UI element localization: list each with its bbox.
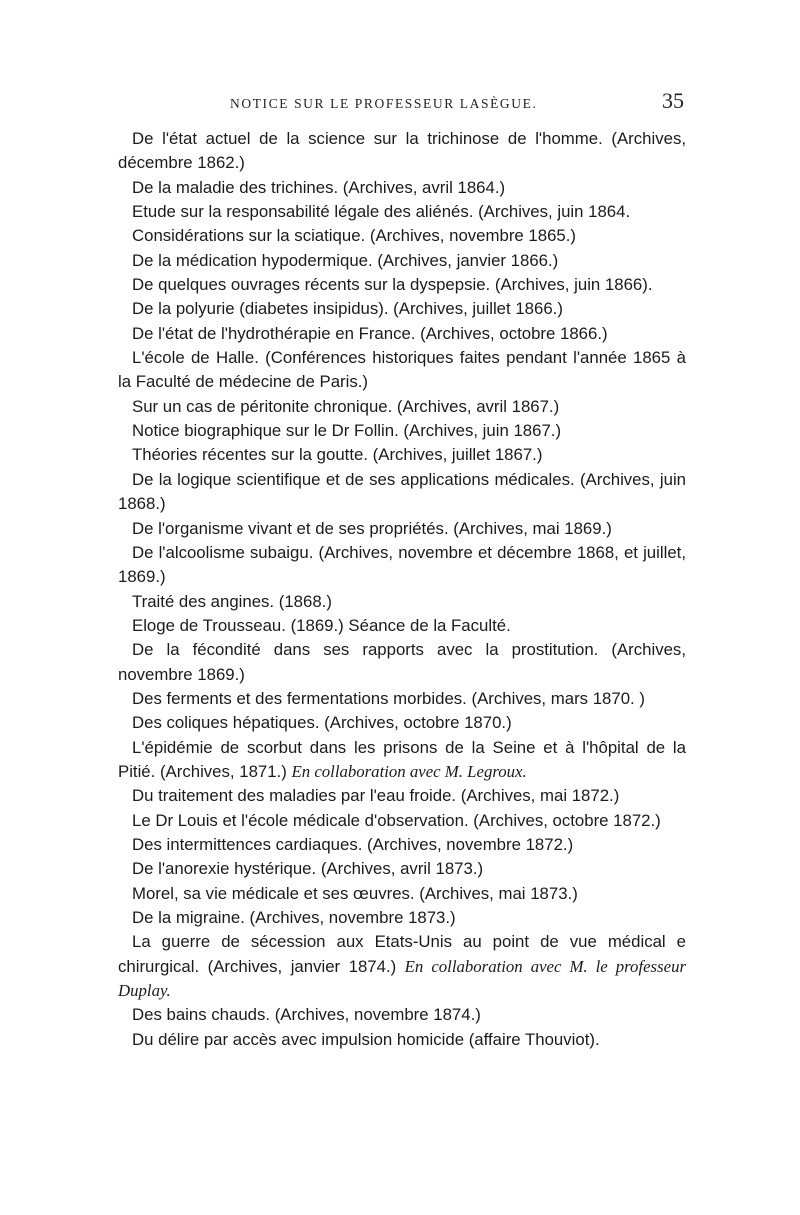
bibliography-entry xyxy=(118,638,686,687)
entry-text: De quelques ouvrages récents sur la dyspepsie. (Archives, juin 1866). xyxy=(132,275,653,295)
entry-text: Eloge de Trousseau. (1869.) Séance de la Faculté. xyxy=(132,615,511,635)
entry-text: De la fécondité dans ses rapports avec la prostitution. (Archives, novembre 1869.) xyxy=(118,640,686,684)
page-number: 35 xyxy=(662,88,684,113)
entry-text: Du traitement des maladies par l'eau froide. (Archives, mai 1872.) xyxy=(132,786,620,806)
entry-text: Le Dr Louis et l'école médicale d'observation. (Archives, octobre 1872.) xyxy=(132,810,661,830)
entry-text: De l'état actuel de la science sur la trichinose de l'homme. (Archives, décembre 1862.) xyxy=(118,129,686,173)
bibliography-entry xyxy=(118,736,686,785)
entry-text: L'école de Halle. (Conférences historiques faites pendant l'année 1865 à la Faculté de médecine de Paris.) xyxy=(118,348,686,392)
bibliography-entry xyxy=(118,419,686,443)
bibliography-entry xyxy=(118,614,686,638)
bibliography-entry xyxy=(118,176,686,200)
entry-text: De l'organisme vivant et de ses propriétés. (Archives, mai 1869.) xyxy=(132,518,612,538)
entry-text: Des intermittences cardiaques. (Archives, novembre 1872.) xyxy=(132,834,574,854)
entry-text: Des ferments et des fermentations morbides. (Archives, mars 1870. ) xyxy=(132,688,645,708)
entry-text: De la polyurie (diabetes insipidus). (Archives, juillet 1866.) xyxy=(132,299,563,319)
entry-text: Théories récentes sur la goutte. (Archives, juillet 1867.) xyxy=(132,445,543,465)
entry-collaboration: En collaboration avec M. Legroux. xyxy=(291,761,527,781)
entry-text: Considérations sur la sciatique. (Archives, novembre 1865.) xyxy=(132,226,576,246)
bibliography-entry xyxy=(118,906,686,930)
entry-text: Des bains chauds. (Archives, novembre 1874.) xyxy=(132,1005,481,1025)
entry-text: Notice biographique sur le Dr Follin. (Archives, juin 1867.) xyxy=(132,421,562,441)
entry-text: De la maladie des trichines. (Archives, avril 1864.) xyxy=(132,177,506,197)
entry-text: De l'anorexie hystérique. (Archives, avril 1873.) xyxy=(132,859,484,879)
bibliography-entry xyxy=(118,541,686,590)
bibliography-entry xyxy=(118,930,686,1003)
bibliography-entry xyxy=(118,833,686,857)
entry-text: Du délire par accès avec impulsion homicide (affaire Thouviot). xyxy=(132,1029,600,1049)
entry-collaboration: En collaboration avec M. le professeur Duplay. xyxy=(118,956,686,1001)
bibliography-entry xyxy=(118,1028,686,1052)
bibliography-entry xyxy=(118,249,686,273)
bibliography-entry xyxy=(118,468,686,517)
bibliography-entry xyxy=(118,346,686,395)
bibliography-entry xyxy=(118,784,686,808)
bibliography-entry xyxy=(118,224,686,248)
entry-text: De la médication hypodermique. (Archives, janvier 1866.) xyxy=(132,250,559,270)
bibliography-entry xyxy=(118,687,686,711)
bibliography-entry xyxy=(118,297,686,321)
entry-text: Sur un cas de péritonite chronique. (Archives, avril 1867.) xyxy=(132,396,560,416)
bibliography-entry xyxy=(118,127,686,176)
entry-text: La guerre de sécession aux Etats-Unis au point de vue médical e chirurgical. (Archives, janvier 1874.) xyxy=(118,932,686,976)
entry-text: De l'état de l'hydrothérapie en France. (Archives, octobre 1866.) xyxy=(132,323,608,343)
bibliography-entry xyxy=(118,1003,686,1027)
bibliography-entry xyxy=(118,590,686,614)
bibliography-entry xyxy=(118,322,686,346)
bibliography-entry xyxy=(118,517,686,541)
bibliography-entry xyxy=(118,857,686,881)
bibliography-entry xyxy=(118,711,686,735)
entry-text: De la migraine. (Archives, novembre 1873.) xyxy=(132,908,456,927)
bibliography-list xyxy=(118,127,686,1052)
running-title: NOTICE SUR LE PROFESSEUR LASÈGUE. xyxy=(230,96,538,111)
bibliography-entry xyxy=(118,443,686,467)
bibliography-entry xyxy=(118,882,686,906)
entry-text: Traité des angines. (1868.) xyxy=(132,591,332,611)
bibliography-entry xyxy=(118,200,686,224)
entry-text: Etude sur la responsabilité légale des aliénés. (Archives, juin 1864. xyxy=(132,202,631,222)
bibliography-entry xyxy=(118,809,686,833)
bibliography-entry xyxy=(118,395,686,419)
page-header xyxy=(118,88,684,116)
entry-text: Des coliques hépatiques. (Archives, octobre 1870.) xyxy=(132,713,512,733)
entry-text: Morel, sa vie médicale et ses œuvres. (Archives, mai 1873.) xyxy=(132,883,578,903)
entry-text: De la logique scientifique et de ses applications médicales. (Archives, juin 1868.) xyxy=(118,469,686,514)
bibliography-entry xyxy=(118,273,686,297)
entry-text: L'épidémie de scorbut dans les prisons de la Seine et à l'hôpital de la Pitié. (Archives, 1871.) xyxy=(118,737,686,781)
entry-text: De l'alcoolisme subaigu. (Archives, novembre et décembre 1868, et juillet, 1869.) xyxy=(118,542,686,587)
